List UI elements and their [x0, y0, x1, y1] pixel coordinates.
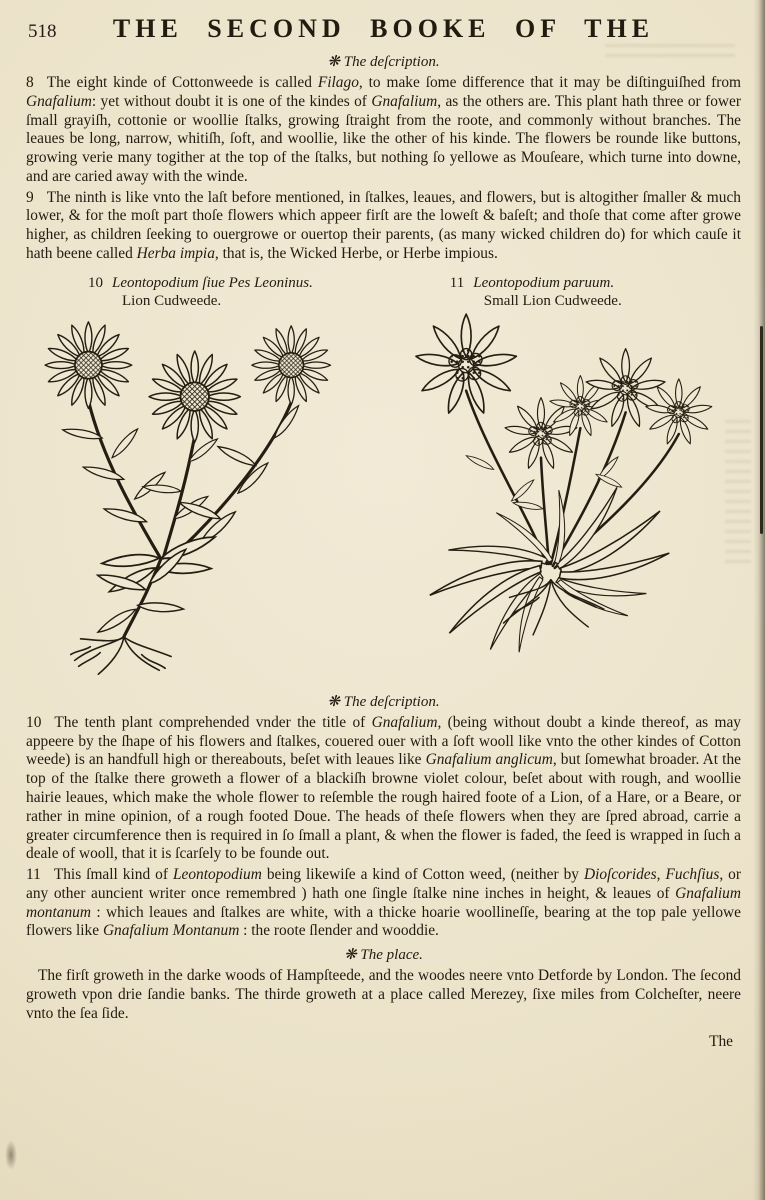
paragraph-10 [26, 714, 741, 864]
section-heading-description-mid: ❋ The deſcription. [327, 693, 440, 710]
paragraph-8 [26, 74, 741, 187]
flower-head [252, 326, 331, 405]
running-title: THE SECOND BOOKE OF THE [112, 14, 655, 43]
flower-head [149, 351, 240, 442]
paragraph-11-number: 11 [26, 866, 41, 884]
figure-lion-cudweed [26, 274, 379, 688]
scan-edge-shadow [753, 0, 765, 1200]
stems [88, 400, 291, 636]
section-heading-description-top: ❋ The deſcription. [327, 54, 440, 70]
rosette-leaves [430, 487, 670, 652]
figure-10-common-name: Lion Cudweede. [122, 292, 222, 309]
page-header [26, 12, 741, 48]
paragraph-9 [26, 189, 741, 264]
paragraph-10-number: 10 [26, 713, 42, 731]
ink-smudge [5, 1140, 17, 1170]
paragraph-11-text: This ſmall kind of Leontopodium being likewiſe a kind of Cotton weed, (neither by Dioſcorides, Fuchſius, or any other auncient writer once remembred ) hath one ſingle ſtalke nine inches in height, & leaues of Gnafalium montanum : which leaues and ſtalkes are white, with a thicke hoarie woollineſſe, bearing at the top pale yellowe flowers like Gnafalium Montanum : the roote ſlender and wooddie. [26, 866, 741, 940]
flower-head [45, 322, 132, 409]
figure-11-common-name: Small Lion Cudweede. [483, 292, 622, 309]
figure-10-number: 10 [88, 274, 103, 291]
paragraph-8-number: 8 [26, 74, 34, 91]
figure-caption-10 [26, 274, 379, 310]
stems [466, 391, 679, 568]
section-heading-place: ❋ The place. [344, 947, 423, 964]
figure-11-number: 11 [449, 274, 465, 291]
roots [71, 637, 171, 674]
paragraph-11 [26, 866, 741, 941]
figure-row [26, 274, 741, 688]
paragraph-9-text: The ninth is like vnto the laſt before mentioned, in ſtalkes, leaues, and flowers, but is altogither ſmaller & much lower, & for the moſt part thoſe flowers which appeer firſt are the loweſt & baſeſt; and thoſe that come after growe higher, as children ſeeking to ouergrowe or ouertop their parents, (as many wicked children do) for which cauſe it hath beene called Herba impia, that is, the Wicked Herbe, or Herbe impious. [26, 188, 741, 263]
figure-small-lion-cudweed [388, 274, 741, 688]
paragraph-place-text: The firſt groweth in the darke woods of Hampſteede, and the woodes neere vnto Detforde by London. The ſecond groweth vpon drie ſandie banks. The thirde groweth at a place called Merezey, ſixe miles from Colcheſter, neere vnto the ſea ſide. [26, 967, 741, 1022]
figure-10-latin-name: Leontopodium ſiue Pes Leoninus. [112, 274, 313, 291]
catchword: The [709, 1032, 733, 1050]
flower-head [415, 314, 517, 415]
figure-caption-11 [388, 274, 741, 310]
paragraph-9-number: 9 [26, 188, 34, 206]
paragraph-10-text: The tenth plant comprehended vnder the title of Gnafalium, (being without doubt a kinde thereof, as may appeere by the ſhape of his flowers and ſtalkes, couered ouer with a ſoft wooll like vnto the other kindes of Cotton weede) is an handfull high or thereabouts, beſet with leaues like Gnafalium anglicum, but ſomewhat broader. At the top of the ſtalke there groweth a flower of a blackiſh browne violet colour, beſet about with rough, and woollie hairie leaues, which make the whole flower to reſemble the rough haired foote of a Lion, of a Hare, or a Beare, or rather in mine opinion, of a rough footed Doue. The heads of theſe flowers when they are ſpred abroad, carrie a greater circumference then is required in ſo ſmall a plant, & when the flower is faded, the ſeed is wrapped in ſuch a deale of wooll, that it is ſcarſely to be founde out. [26, 713, 741, 863]
woodcut-small-lion-cudweed-illustration [388, 312, 741, 688]
paragraph-8-text: The eight kinde of Cottonweede is called Filago, to make ſome difference that it may be diſtinguiſhed from Gnafalium: yet without doubt it is one of the kindes of Gnafalium, as the others are. This plant hath three or fower ſmall grayiſh, cottonie or woollie ſtalks, growing ſtraight from the roote, and commonly without branches. The leaues be long, narrow, whitiſh, ſoft, and woollie, like the other of his kinde. The flowers be rounde like buttons, growing verie many togither at the top of the ſtalks, but nothing ſo yellowe as Mouſeare, which turne into downe, and are caried away with the winde. [26, 74, 741, 185]
figure-11-latin-name: Leontopodium paruum. [473, 274, 615, 291]
scan-edge-line [760, 326, 763, 534]
paragraph-place [26, 967, 741, 1023]
woodcut-lion-cudweed-illustration [26, 312, 379, 688]
page-number: 518 [28, 21, 57, 42]
